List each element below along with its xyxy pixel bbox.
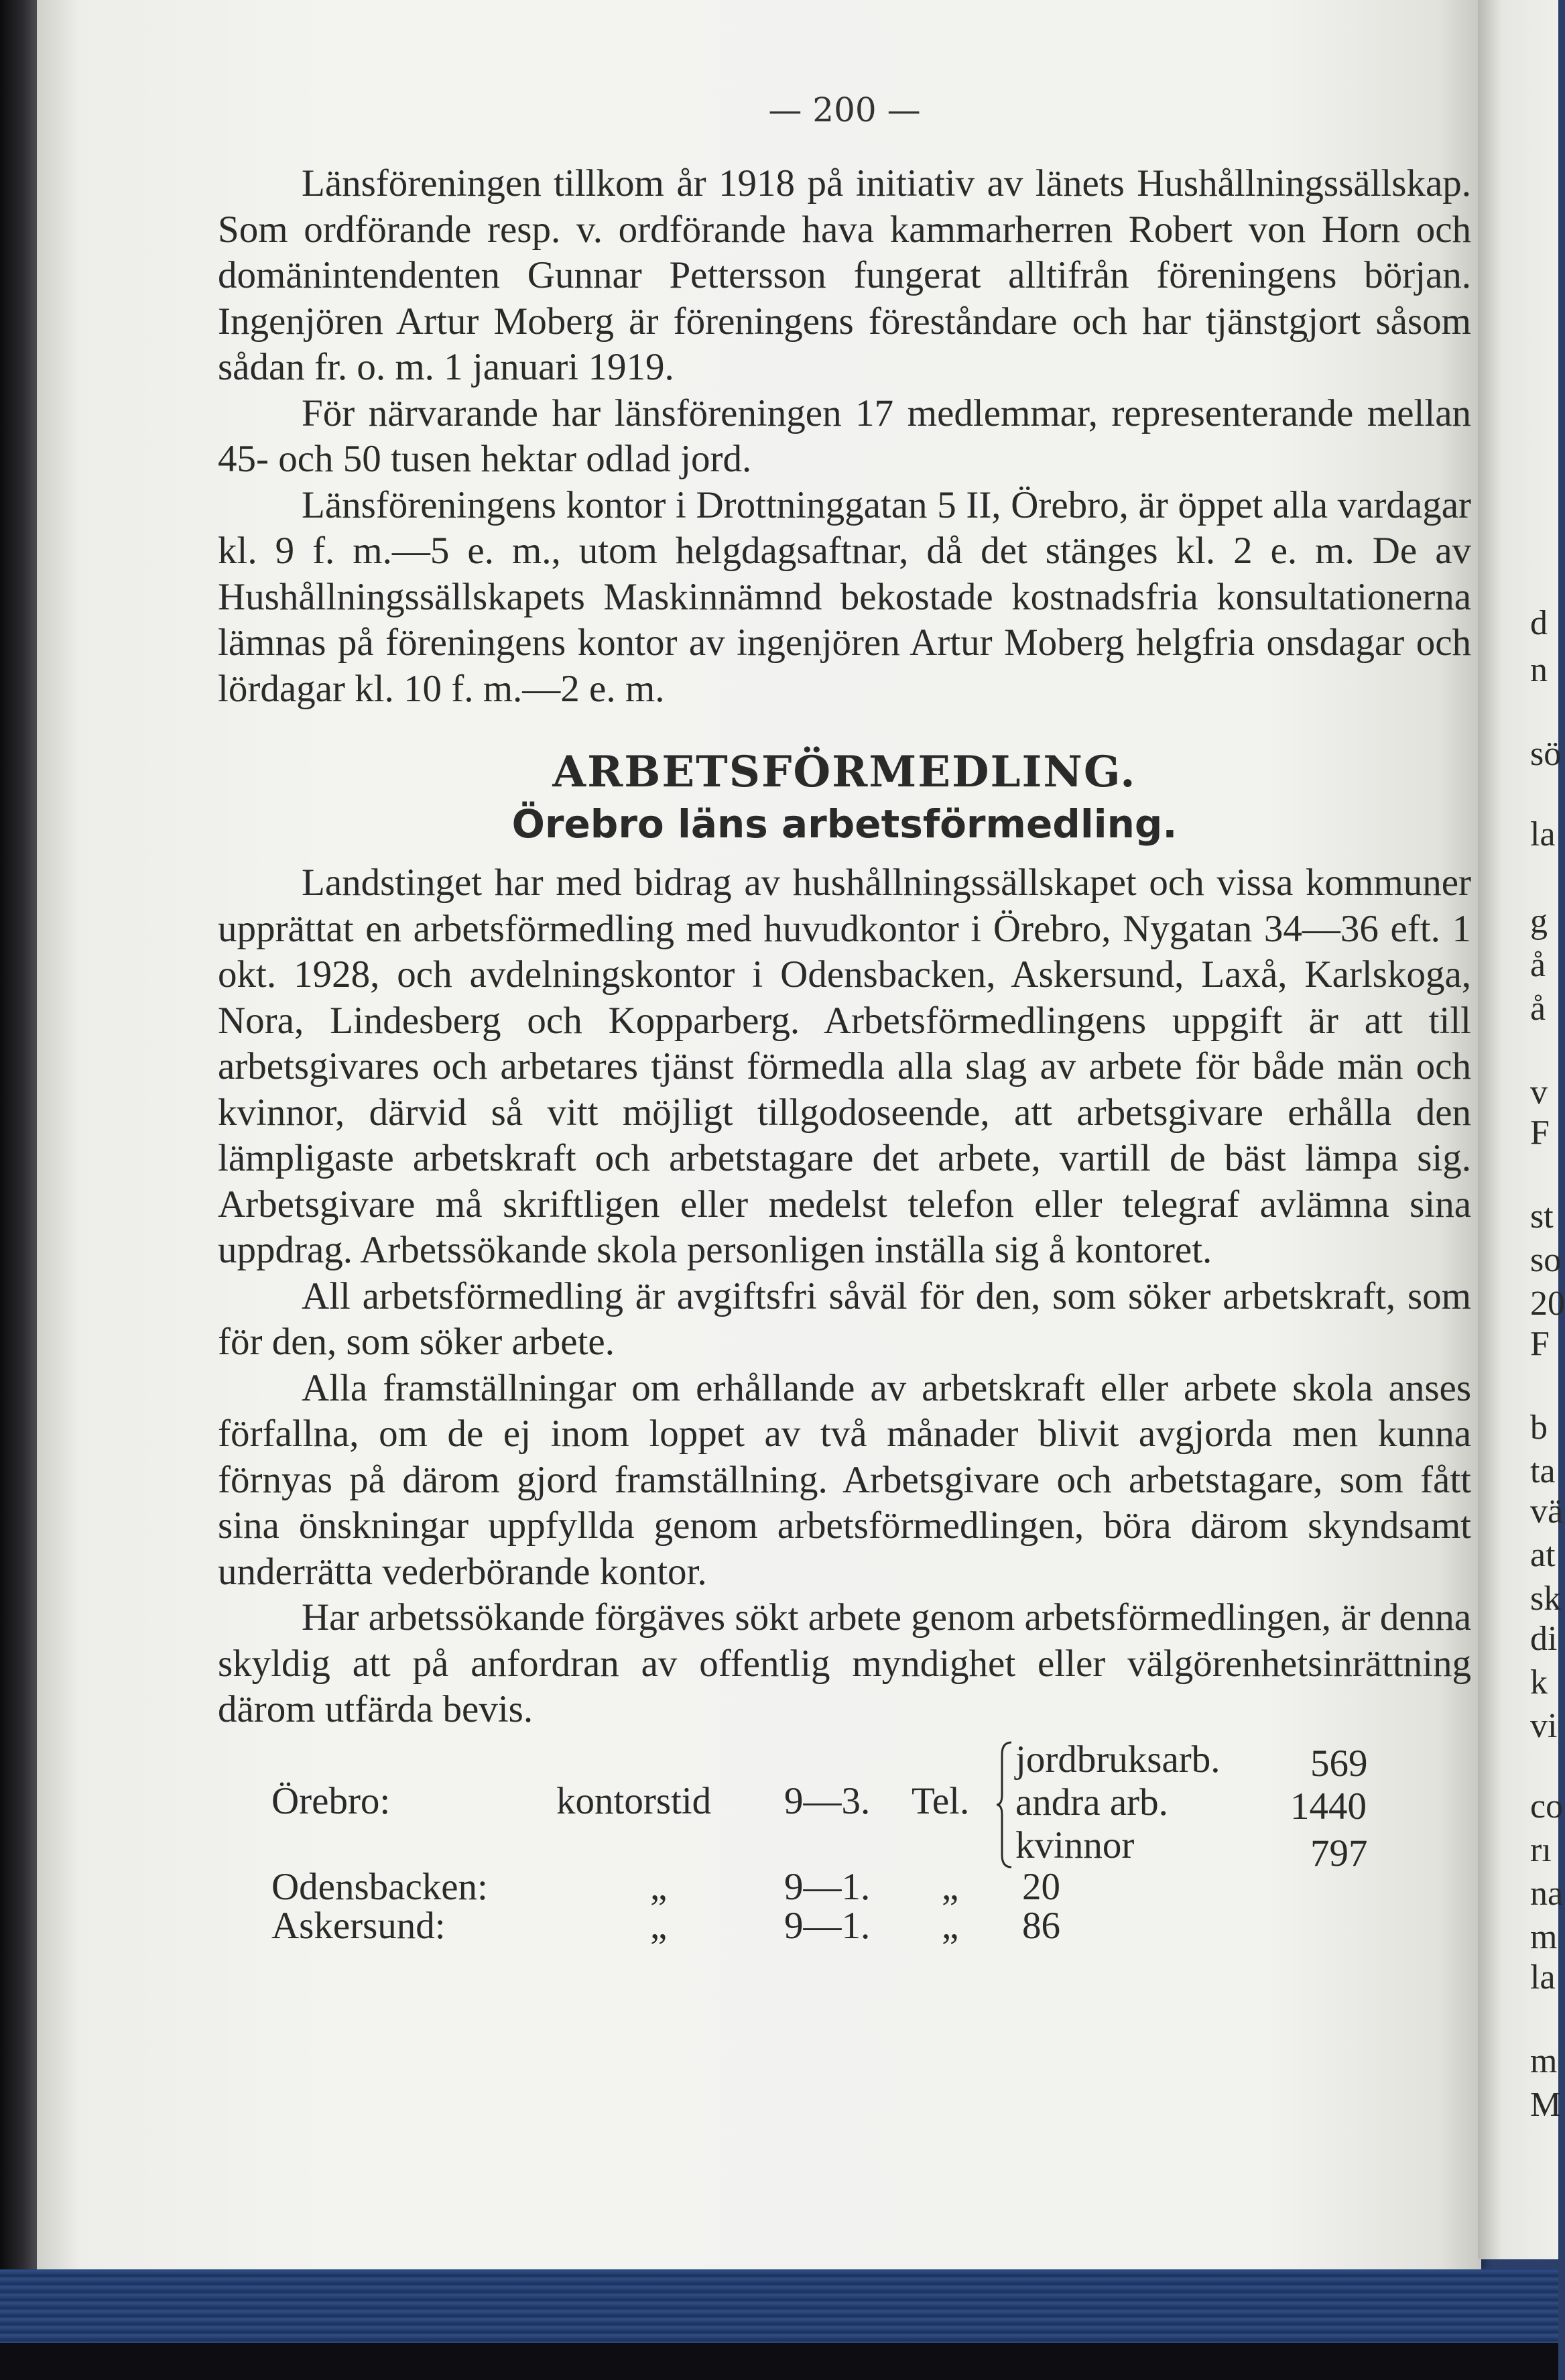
ditto-mark: „ — [942, 1865, 959, 1908]
next-page-fragment: so — [1530, 1241, 1562, 1279]
section-subheading: Örebro läns arbetsförmedling. — [511, 800, 1178, 847]
brace-icon — [995, 1741, 1014, 1868]
next-page-fragment: la — [1530, 815, 1556, 853]
next-page-fragment: å — [1530, 946, 1546, 984]
office-hours-orebro: 9—3. — [784, 1779, 871, 1822]
phone-number-askersund: 86 — [1022, 1904, 1060, 1947]
next-page-fragment: ta — [1530, 1452, 1556, 1490]
phone-number-andra-arb: 1440 — [1290, 1785, 1367, 1828]
next-page-fragment: v — [1530, 1073, 1548, 1112]
next-page-fragment: co — [1530, 1787, 1564, 1826]
phone-number-jordbruksarb: 569 — [1310, 1742, 1368, 1785]
phone-number-kvinnor: 797 — [1310, 1832, 1368, 1875]
paragraph-bevis: Har arbetssökande förgäves sökt arbete genom arbetsförmedlingen, är denna skyldig att på anfordran av offentlig myndighet eller välgörenhetsinrättning därom utfärda bevis. — [218, 1596, 1471, 1730]
next-page-fragment: F — [1530, 1325, 1550, 1363]
next-page-fragment: la — [1530, 1958, 1556, 1997]
paragraph-landstinget: Landstinget har med bidrag av hushållningssällskapet och vissa kommuner upprättat en arbetsförmedling med huvudkontor i Örebro, Nygatan 34—36 eft. 1 okt. 1928, och avdelningskontor i Odensbacken, Askersund, Laxå, Karlskoga, Nora, Lindesberg och Kopparberg. Arbetsförmedlingens uppgift är att till arbetsgivares och arbetares tjänst förmedla alla slag av arbete för både män och kvinnor, därvid så vitt möjligt tillgodoseende, att arbetsgivare erhålla den lämpligaste arbetskraft och arbetstagare det arbete, vartill de bäst lämpa sig. Arbetsgivare må skriftligen eller medelst telefon eller telegraf avlämna sina uppdrag. Arbetssökande skola personligen inställa sig å kontoret. — [218, 861, 1471, 1271]
next-page-fragment: n — [1530, 651, 1548, 689]
office-name-orebro: Örebro: — [271, 1779, 391, 1822]
page-number: — 200 — — [768, 91, 921, 129]
next-page-fragment: di — [1530, 1620, 1558, 1658]
paragraph-avgiftsfri: All arbetsförmedling är avgiftsfri såväl för den, som söker arbetskraft, som för den, som söker arbete. — [218, 1274, 1471, 1363]
next-page-fragment: sk — [1530, 1580, 1562, 1618]
office-hours-table-branches — [218, 1864, 1471, 1958]
tel-label: Tel. — [912, 1779, 970, 1822]
paragraph-office-hours: Länsföreningens kontor i Drottninggatan 5 II, Örebro, är öppet alla vardagar kl. 9 f. m.—5 e. m., utom helgdagsaftnar, då det stänges kl. 2 e. m. De av Hushållningssällskapets Maskinnämnd bekostade kostnadsfria konsultationerna lämnas på föreningens kontor av ingenjören Artur Moberg helgfria onsdagar och lördagar kl. 10 f. m.—2 e. m. — [218, 483, 1471, 710]
book-spine-shadow — [0, 0, 40, 2380]
next-page-fragment: st — [1530, 1197, 1554, 1236]
next-page-fragment: g — [1530, 902, 1548, 941]
phone-number-odensbacken: 20 — [1022, 1865, 1060, 1908]
section-heading: ARBETSFÖRMEDLING. — [552, 747, 1137, 797]
ditto-mark: „ — [650, 1904, 668, 1947]
next-page-fragment: vä — [1530, 1492, 1564, 1531]
next-page-fragment: F — [1530, 1114, 1550, 1152]
book-cover-edge — [0, 2343, 1558, 2380]
book-edge-stripes — [0, 2269, 1558, 2380]
ditto-mark: „ — [942, 1904, 959, 1947]
next-page-fragment: na — [1530, 1875, 1564, 1913]
next-page-fragment: m — [1530, 1918, 1558, 1956]
office-name-askersund: Askersund: — [271, 1904, 446, 1947]
page-content — [218, 87, 1471, 1958]
book-page — [37, 0, 1481, 2269]
paragraph-lansforeningen-history: Länsföreningen tillkom år 1918 på initiativ av länets Hushållningssällskap. Som ordförande resp. v. ordförande hava kammarherren Robert von Horn och domänintendenten Gunnar Pettersson fungerat alltifrån föreningens början. Ingenjören Artur Moberg är föreningens föreståndare och har tjänstgjort såsom sådan fr. o. m. 1 januari 1919. — [218, 162, 1471, 388]
next-page-fragment: b — [1530, 1409, 1548, 1447]
phone-label-andra-arb: andra arb. — [1015, 1781, 1168, 1824]
phone-label-kvinnor: kvinnor — [1015, 1824, 1135, 1866]
next-page-edge — [1478, 0, 1565, 2259]
next-page-fragment: d — [1530, 604, 1548, 642]
ditto-mark: „ — [650, 1865, 668, 1908]
next-page-fragment: å — [1530, 990, 1546, 1028]
next-page-fragment: k — [1530, 1663, 1548, 1702]
next-page-fragment: sö — [1530, 735, 1562, 773]
next-page-fragment: at — [1530, 1536, 1556, 1574]
paragraph-framstallningar: Alla framställningar om erhållande av arbetskraft eller arbete skola anses förfallna, om de ej inom loppet av två månader blivit avgjorda men kunna förnyas på därom gjord framställning. Arbetsgivare och arbetstagare, som fått sina önskningar uppfyllda genom arbetsförmedlingen, böra därom skyndsamt underrätta vederbörande kontor. — [218, 1366, 1471, 1593]
next-page-fragment: M — [1530, 2086, 1562, 2124]
office-label-kontorstid: kontorstid — [556, 1779, 712, 1822]
office-hours-askersund: 9—1. — [784, 1904, 871, 1947]
paragraph-members: För närvarande har länsföreningen 17 medlemmar, representerande mellan 45- och 50 tusen hektar odlad jord. — [218, 392, 1471, 480]
next-page-fragment: 20 — [1530, 1285, 1565, 1323]
next-page-fragment: m — [1530, 2042, 1558, 2080]
office-name-odensbacken: Odensbacken: — [271, 1865, 488, 1908]
office-hours-odensbacken: 9—1. — [784, 1865, 871, 1908]
phone-label-jordbruksarb: jordbruksarb. — [1015, 1738, 1220, 1781]
next-page-fragment: vi — [1530, 1707, 1558, 1745]
next-page-fragment: rı — [1530, 1831, 1552, 1869]
